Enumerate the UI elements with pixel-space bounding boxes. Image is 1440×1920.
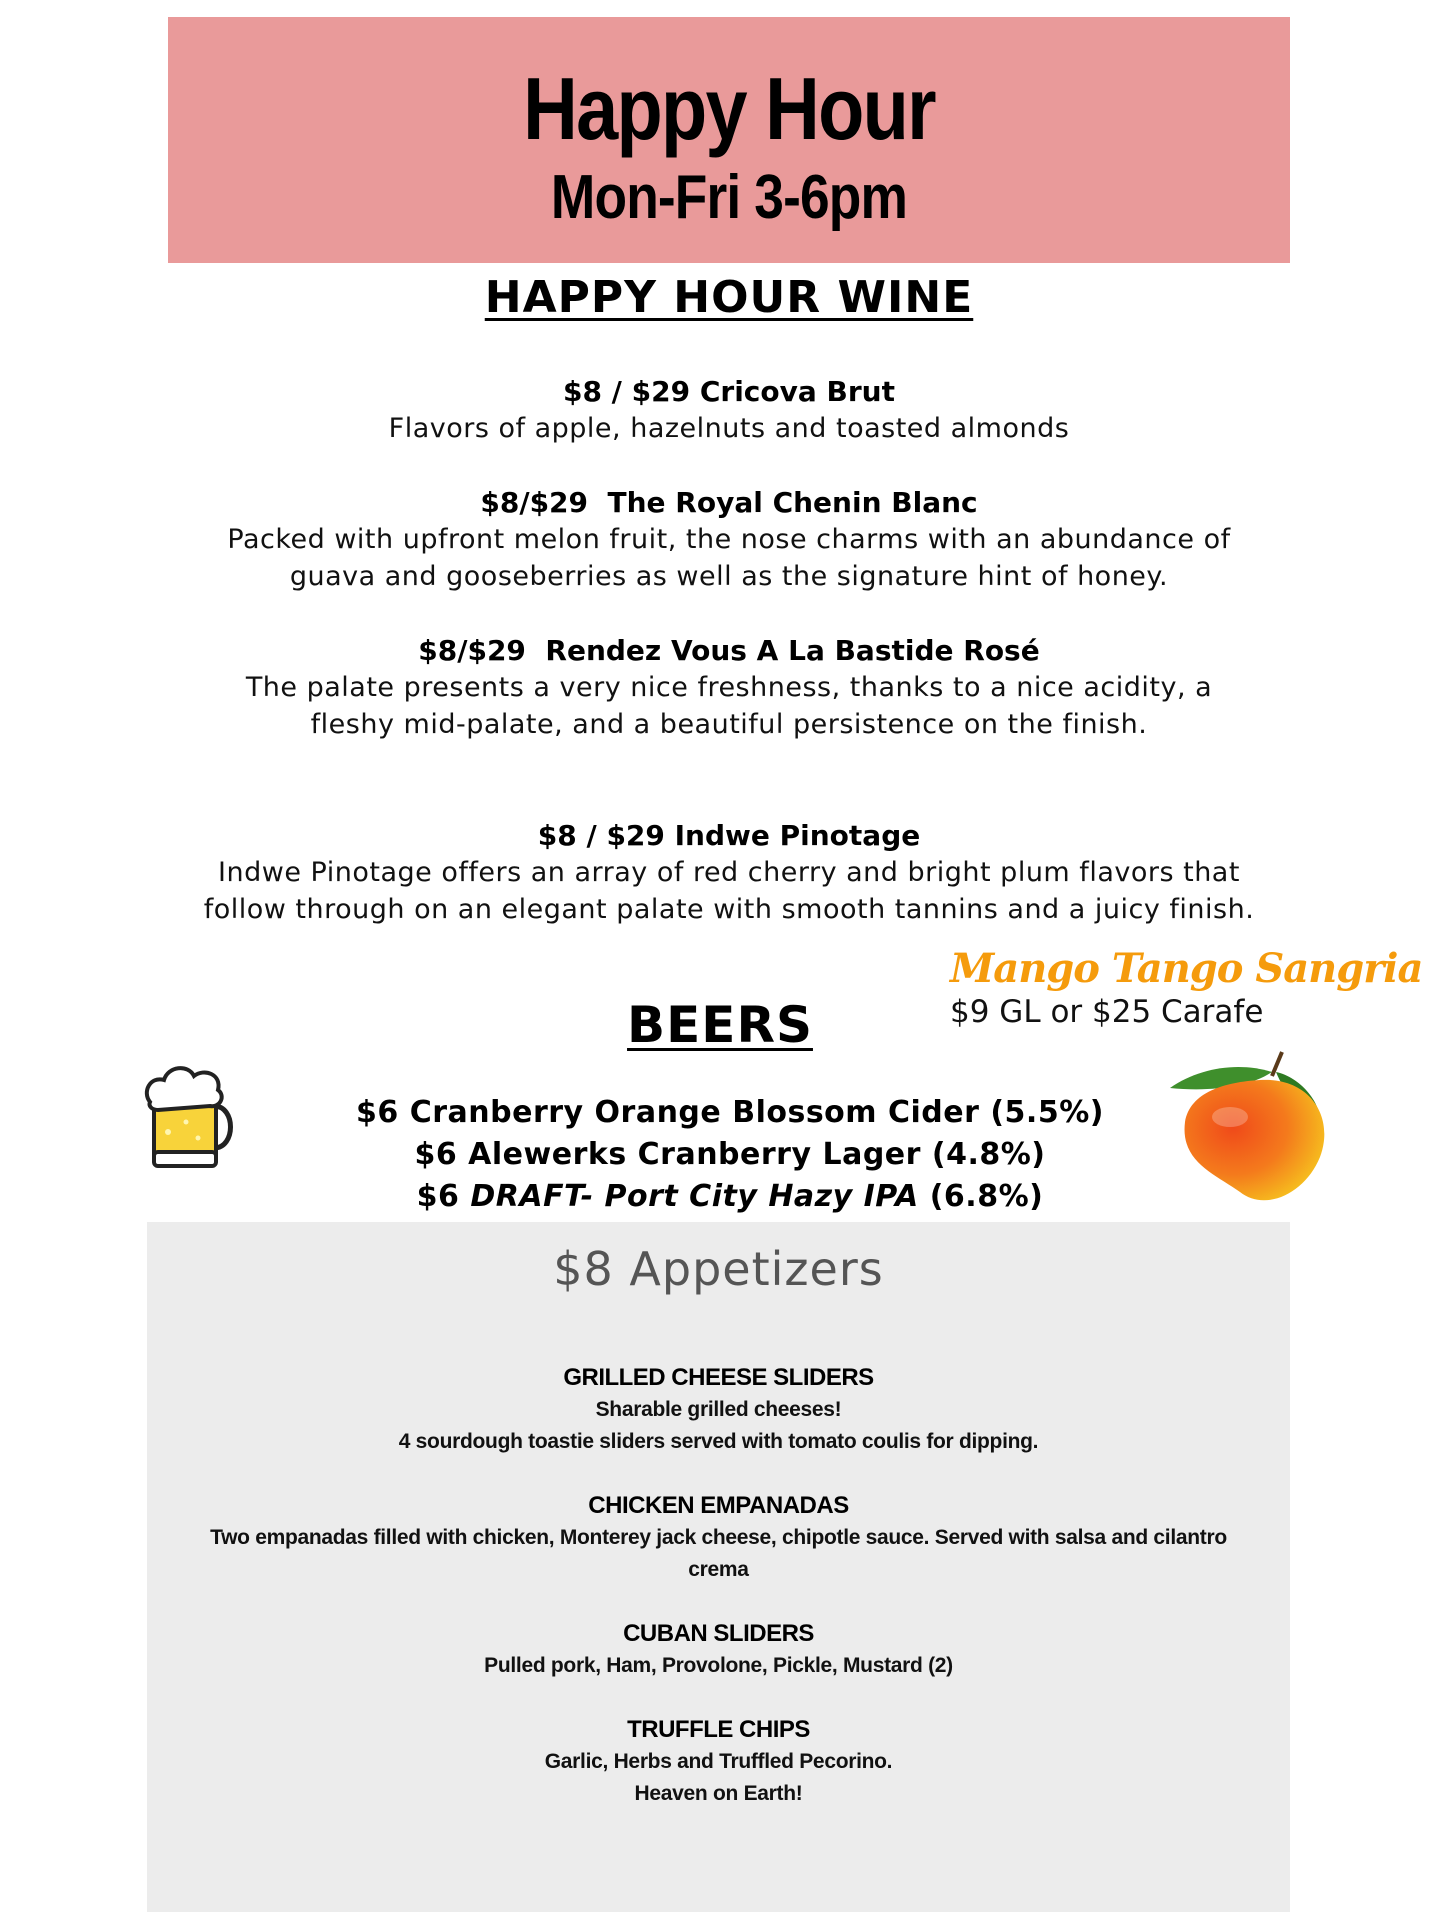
appetizer-name: TRUFFLE CHIPS xyxy=(627,1716,810,1743)
beer-mug-icon xyxy=(142,1062,238,1174)
beer-item-draft xyxy=(300,1176,1160,1218)
wine-description: Packed with upfront melon fruit, the nose charms with an abundance of guava and gooseberries as well as the signature hint of honey. xyxy=(227,524,1231,592)
beer-draft-price: $6 xyxy=(416,1179,471,1214)
appetizer-name: CHICKEN EMPANADAS xyxy=(588,1492,849,1519)
wine-description: Indwe Pinotage offers an array of red cherry and bright plum flavors that follow through on an elegant palate with smooth tannins and a juicy finish. xyxy=(203,857,1255,925)
appetizer-description: Sharable grilled cheeses! xyxy=(595,1398,842,1421)
beer-item: $6 Cranberry Orange Blossom Cider (5.5%) xyxy=(356,1095,1104,1130)
appetizer-item xyxy=(167,1362,1270,1458)
wine-item xyxy=(200,485,1258,595)
wine-name: $8 / $29 Indwe Pinotage xyxy=(537,819,921,852)
beers-section-heading: BEERS xyxy=(627,996,813,1054)
beer-item: $6 Alewerks Cranberry Lager (4.8%) xyxy=(414,1137,1046,1172)
appetizer-description: 4 sourdough toastie sliders served with tomato coulis for dipping. xyxy=(398,1430,1039,1453)
header-banner xyxy=(168,17,1290,263)
appetizer-description: Garlic, Herbs and Truffled Pecorino. xyxy=(544,1750,893,1773)
beer-draft-abv: (6.8%) xyxy=(918,1179,1044,1214)
sangria-price: $9 GL or $25 Carafe xyxy=(950,994,1264,1030)
appetizers-heading: $8 Appetizers xyxy=(553,1242,884,1296)
wine-item xyxy=(200,374,1258,447)
sangria-special xyxy=(950,945,1423,1030)
wine-description: Flavors of apple, hazelnuts and toasted almonds xyxy=(388,413,1070,444)
hours-subtitle: Mon-Fri 3-6pm xyxy=(550,163,908,232)
wine-name: $8/$29 Rendez Vous A La Bastide Rosé xyxy=(418,634,1040,667)
appetizer-item xyxy=(167,1618,1270,1682)
page-title: Happy Hour xyxy=(523,59,935,158)
sangria-title: Mango Tango Sangria xyxy=(950,945,1423,992)
appetizer-item xyxy=(167,1490,1270,1586)
wine-item xyxy=(200,818,1258,928)
wine-section-heading: HAPPY HOUR WINE xyxy=(484,272,974,323)
appetizer-description: Pulled pork, Ham, Provolone, Pickle, Mustard (2) xyxy=(484,1654,953,1677)
beer-draft-label: DRAFT- Port City Hazy IPA xyxy=(470,1179,919,1214)
wine-name: $8 / $29 Cricova Brut xyxy=(562,375,896,408)
wine-name: $8/$29 The Royal Chenin Blanc xyxy=(480,486,978,519)
wine-item xyxy=(200,633,1258,743)
appetizer-name: GRILLED CHEESE SLIDERS xyxy=(563,1364,874,1391)
mango-icon xyxy=(1160,1042,1360,1212)
appetizer-item xyxy=(167,1714,1270,1810)
appetizers-panel xyxy=(147,1222,1290,1912)
beer-list xyxy=(300,1092,1160,1218)
appetizer-description: Heaven on Earth! xyxy=(634,1782,803,1805)
appetizer-name: CUBAN SLIDERS xyxy=(623,1620,814,1647)
appetizer-description: Two empanadas filled with chicken, Monterey jack cheese, chipotle sauce. Served with salsa and cilantro crema xyxy=(210,1526,1227,1581)
wine-description: The palate presents a very nice freshness, thanks to a nice acidity, a fleshy mid-palate, and a beautiful persistence on the finish. xyxy=(245,672,1213,740)
